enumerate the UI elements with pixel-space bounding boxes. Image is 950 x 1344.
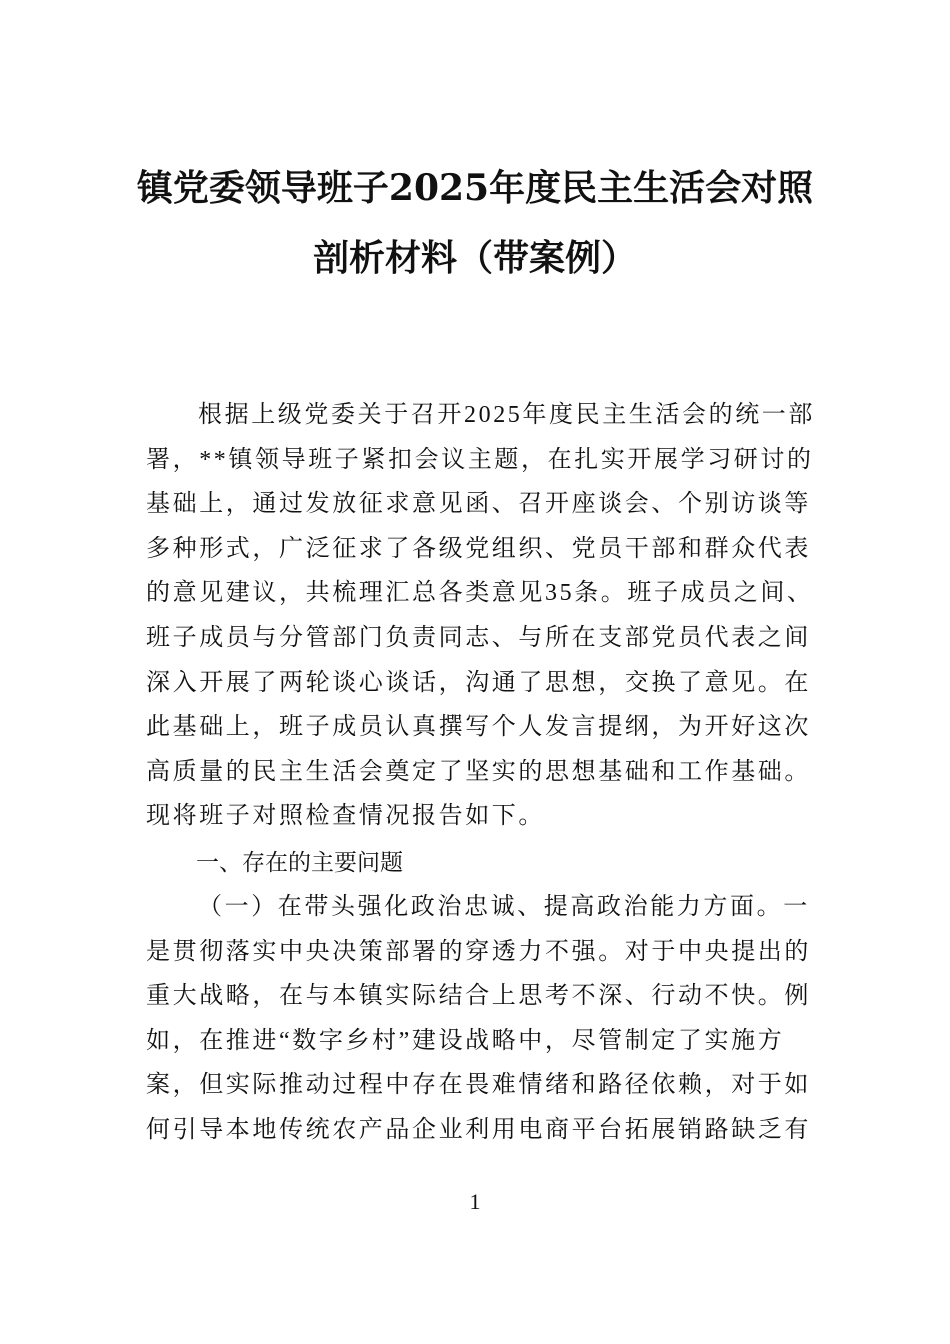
intro-paragraph-line: 多种形式，广泛征求了各级党组织、党员干部和群众代表	[146, 535, 811, 562]
document-title-line-1: 镇党委领导班子2025年度民主生活会对照	[136, 167, 814, 209]
page-number: 1	[469, 1189, 481, 1214]
problem-paragraph-line: （一）在带头强化政治忠诚、提高政治能力方面。一	[198, 894, 810, 920]
problem-paragraph-line: 重大战略，在与本镇实际结合上思考不深、行动不快。例	[146, 983, 811, 1010]
intro-paragraph-line: 署，**镇领导班子紧扣会议主题，在扎实开展学习研讨的	[146, 446, 814, 473]
intro-paragraph-line: 根据上级党委关于召开2025年度民主生活会的统一部	[198, 402, 815, 428]
intro-paragraph	[146, 393, 815, 839]
intro-paragraph-line: 此基础上，班子成员认真撰写个人发言提纲，为开好这次	[146, 714, 811, 741]
intro-paragraph-line: 班子成员与分管部门负责同志、与所在支部党员代表之间	[146, 624, 811, 651]
problem-paragraph-line: 如，在推进“数字乡村”建设战略中，尽管制定了实施方	[146, 1027, 785, 1054]
section-heading: 一、存在的主要问题	[196, 850, 403, 876]
problem-paragraph-line: 何引导本地传统农产品企业利用电商平台拓展销路缺乏有	[146, 1116, 811, 1143]
document-title-line-2: 剖析材料（带案例）	[312, 237, 637, 279]
intro-paragraph-line: 现将班子对照检查情况报告如下。	[146, 803, 545, 830]
intro-paragraph-line: 基础上，通过发放征求意见函、召开座谈会、个别访谈等	[146, 491, 811, 518]
intro-paragraph-line: 的意见建议，共梳理汇总各类意见35条。班子成员之间、	[146, 580, 814, 607]
problem-paragraph	[146, 885, 811, 1153]
intro-paragraph-line: 深入开展了两轮谈心谈话，沟通了思想，交换了意见。在	[146, 669, 811, 696]
problem-paragraph-line: 案，但实际推动过程中存在畏难情绪和路径依赖，对于如	[146, 1072, 811, 1099]
problem-paragraph-line: 是贯彻落实中央决策部署的穿透力不强。对于中央提出的	[146, 938, 811, 965]
intro-paragraph-line: 高质量的民主生活会奠定了坚实的思想基础和工作基础。	[146, 758, 811, 785]
